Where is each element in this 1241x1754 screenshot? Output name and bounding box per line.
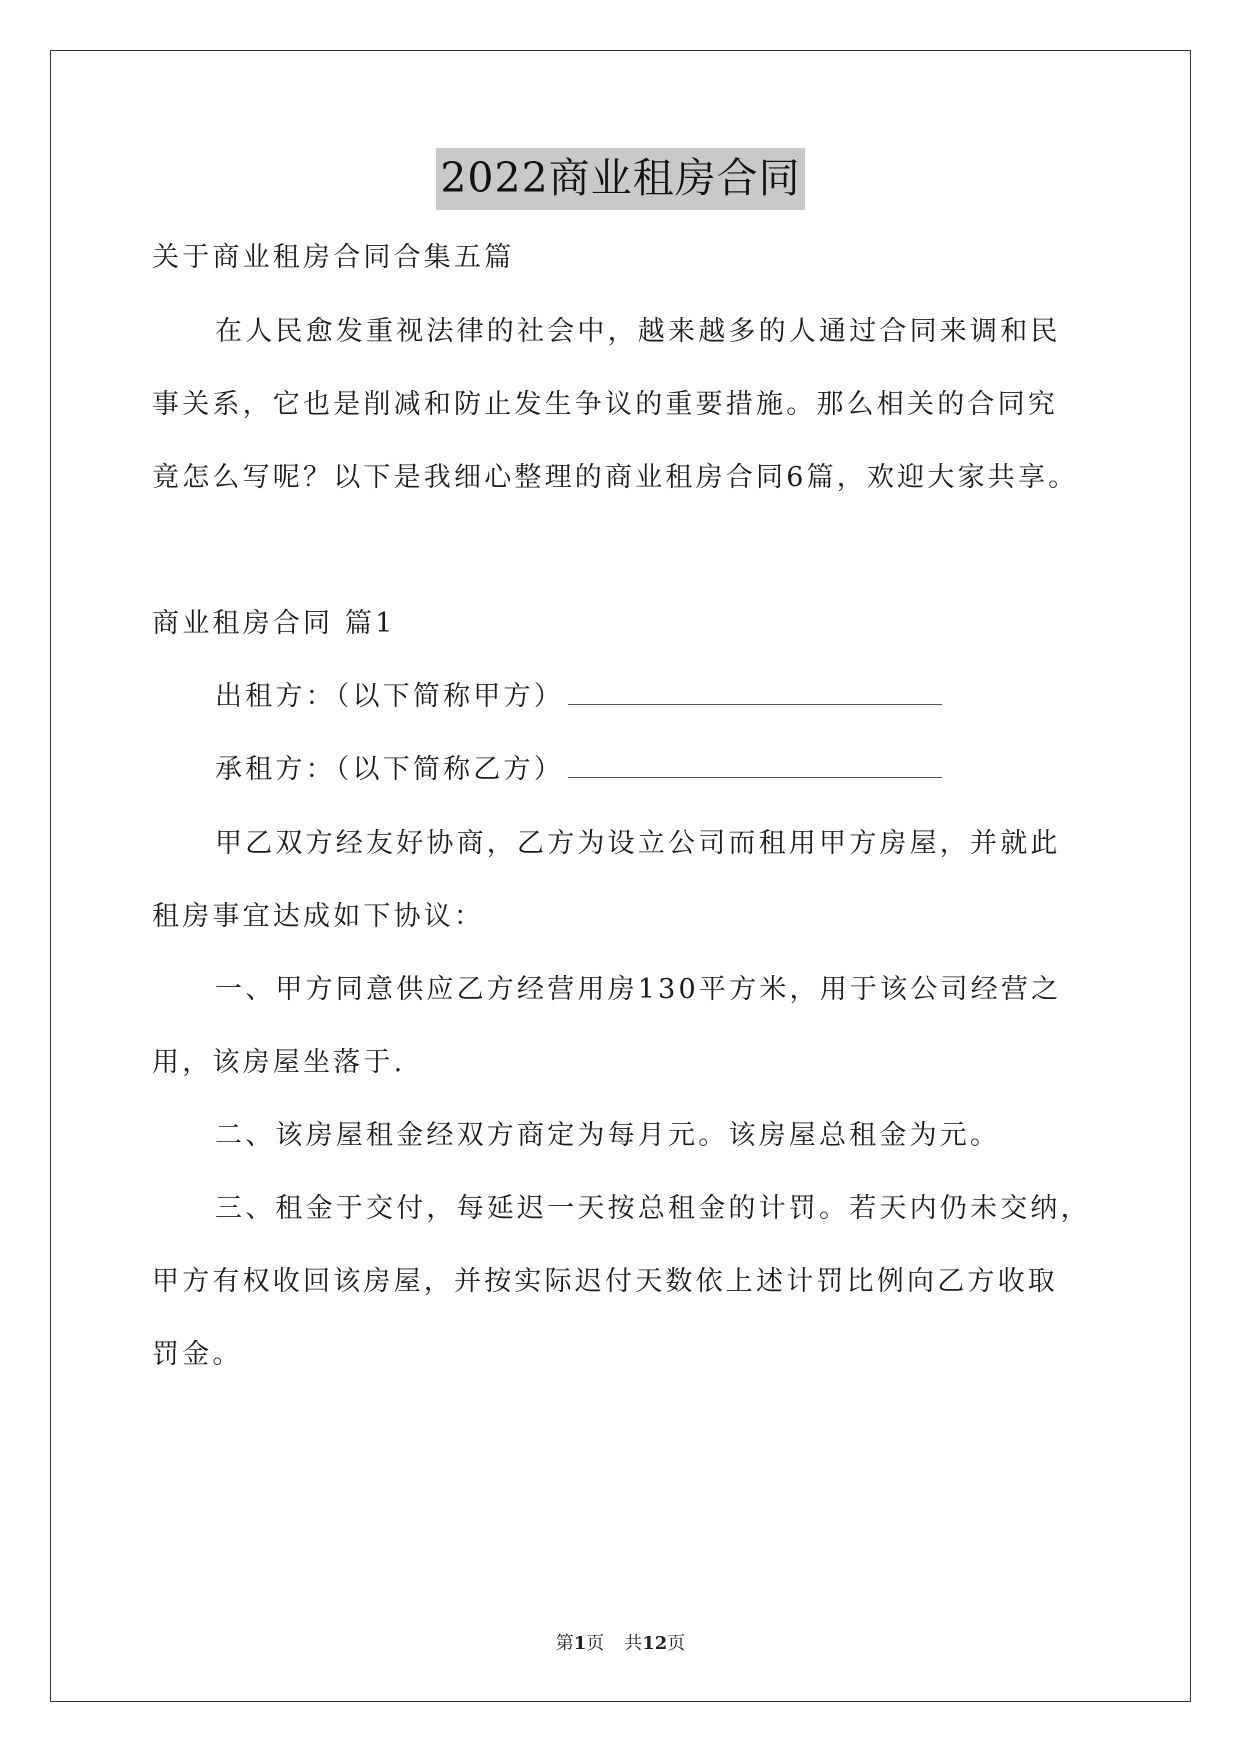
intro-line-3: 竟怎么写呢？以下是我细心整理的商业租房合同6篇，欢迎大家共享。 (152, 462, 1079, 493)
section-heading: 商业租房合同 篇1 (152, 608, 396, 639)
intro-line-1: 在人民愈发重视法律的社会中，越来越多的人通过合同来调和民 (215, 316, 1061, 347)
clause-1-line-1: 一、甲方同意供应乙方经营用房130平方米，用于该公司经营之 (215, 974, 1062, 1005)
clause-3-line-1: 三、租金于交付，每延迟一天按总租金的计罚。若天内仍未交纳， (215, 1193, 1091, 1224)
footer-page-suffix: 页 (586, 1633, 605, 1654)
lessee-label: 承租方：（以下简称乙方） (215, 754, 564, 785)
document-subtitle: 关于商业租房合同合集五篇 (152, 242, 515, 273)
clause-3-line-3: 罚金。 (152, 1339, 243, 1370)
lessor-blank-field (568, 680, 942, 705)
body-line-2: 租房事宜达成如下协议： (152, 901, 485, 932)
lessor-line (215, 679, 1175, 715)
footer-prefix: 第 (555, 1633, 574, 1654)
lessee-line (215, 752, 1175, 788)
footer-total-suffix: 页 (667, 1633, 686, 1654)
clause-3-line-2: 甲方有权收回该房屋，并按实际迟付天数依上述计罚比例向乙方收取 (152, 1266, 1058, 1297)
clause-1-line-2: 用，该房屋坐落于. (152, 1047, 406, 1078)
footer-total-prefix: 共 (624, 1633, 643, 1654)
clause-2-line-1: 二、该房屋租金经双方商定为每月元。该房屋总租金为元。 (215, 1120, 1001, 1151)
page-footer (0, 1632, 1241, 1656)
footer-page-number: 1 (573, 1633, 587, 1654)
title-container (0, 148, 1241, 210)
page-border (50, 50, 1191, 1702)
footer-total-pages: 12 (642, 1633, 668, 1654)
document-title: 2022商业租房合同 (436, 148, 804, 210)
lessee-blank-field (568, 753, 942, 778)
body-line-1: 甲乙双方经友好协商，乙方为设立公司而租用甲方房屋，并就此 (215, 828, 1061, 859)
intro-line-2: 事关系，它也是削减和防止发生争议的重要措施。那么相关的合同究 (152, 389, 1058, 420)
lessor-label: 出租方：（以下简称甲方） (215, 681, 564, 712)
